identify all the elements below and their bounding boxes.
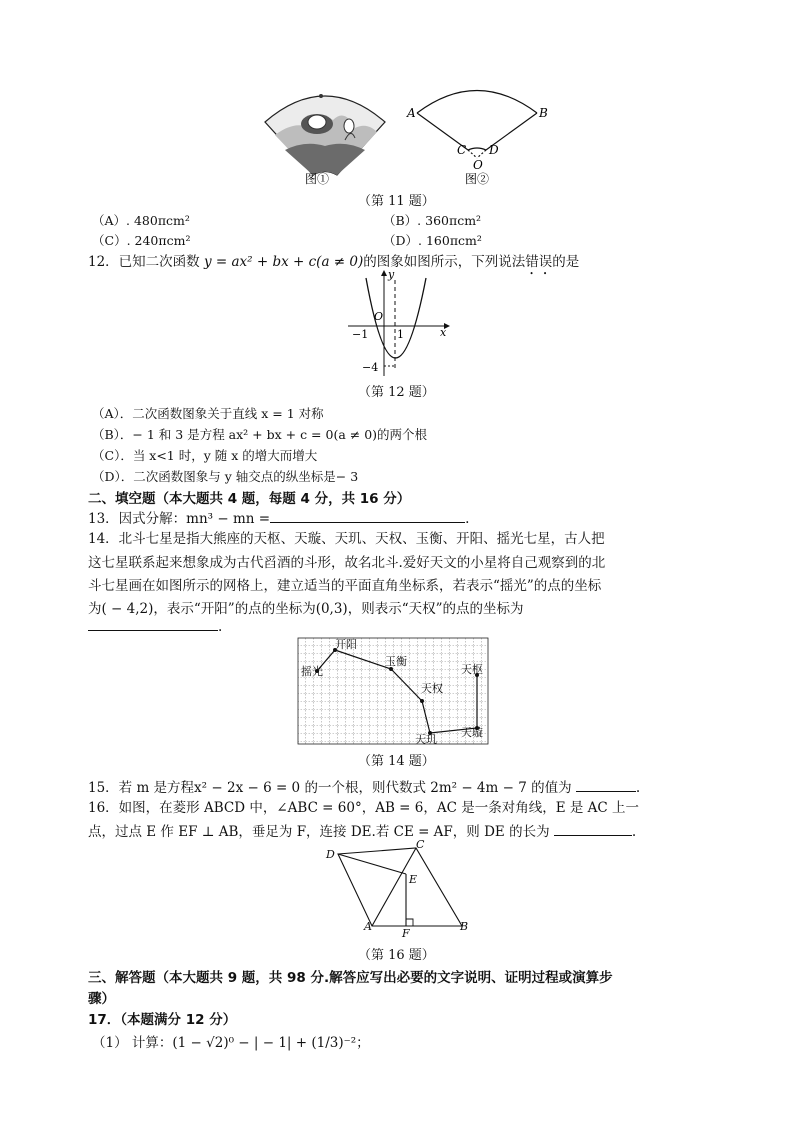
q14-line-1: 14．北斗七星是指大熊座的天枢、天璇、天玑、天权、玉衡、开阳、摇光七星，古人把: [88, 531, 605, 547]
sector-diagram: [417, 91, 537, 159]
q16-end: .: [631, 824, 637, 840]
q13-stem: 13．因式分解：mn³ − mn =: [88, 511, 271, 527]
point-D-label: D: [326, 848, 335, 861]
graph-y-label: y: [388, 268, 395, 281]
graph-neg-four-label: −4: [362, 361, 379, 374]
diagonal-ac: [372, 848, 416, 926]
q12-option-c: （C）．当 x<1 时，y 随 x 的增大而增大: [92, 448, 318, 463]
q16-line-1: 16．如图，在菱形 ABCD 中，∠ABC = 60°，AB = 6，AC 是一条对角线，E 是 AC 上一: [88, 800, 640, 816]
q11-option-b: （B）. 360πcm²: [383, 213, 482, 228]
q14-line-3: 斗七星画在如图所示的网格上，建立适当的平面直角坐标系，若表示“摇光”的点的坐标: [88, 578, 602, 594]
graph-origin-label: O: [374, 310, 384, 323]
point-A-label: A: [364, 920, 372, 933]
q15-end: .: [635, 780, 641, 796]
q14-line-2: 这七星联系起来想象成为古代舀酒的斗形，故名北斗.爱好天文的小星将自己观察到的北: [88, 555, 606, 571]
q12-stem: [88, 253, 579, 278]
q11-option-d: （D）. 160πcm²: [383, 233, 482, 248]
q12-option-a: （A）．二次函数图象关于直线 x = 1 对称: [92, 406, 324, 421]
q17-part-1-expression: (1 − √2)⁰ − | − 1| + (1/3)⁻²；: [172, 1035, 370, 1051]
point-C-label: C: [457, 143, 467, 157]
point-B-label: B: [539, 106, 548, 120]
figure-1-label: 图①: [305, 172, 330, 186]
q15-answer-blank[interactable]: [576, 777, 636, 792]
q13-answer-blank[interactable]: [270, 508, 465, 523]
figure-14-caption: （第 14 题）: [358, 754, 435, 769]
label-tianquan: 天权: [421, 682, 443, 695]
q12-option-d: （D）．二次函数图象与 y 轴交点的纵坐标是− 3: [92, 469, 359, 484]
q14-line-4: 为( − 4,2)，表示“开阳”的点的坐标为(0,3)，则表示“天权”的点的坐标为: [88, 601, 524, 617]
figure-11: [255, 80, 555, 190]
star-tianquan: [420, 699, 424, 703]
point-A-label: A: [407, 106, 416, 120]
q12-stem-end: 的是: [552, 254, 580, 270]
point-F-label: F: [402, 927, 410, 938]
label-tianshu: 天枢: [461, 663, 483, 676]
label-kaiyang: 开阳: [335, 638, 357, 651]
q14-line-5: [88, 616, 222, 636]
q15-text: [88, 777, 640, 797]
point-C-label: C: [416, 838, 425, 851]
q15-stem: 15．若 m 是方程x² − 2x − 6 = 0 的一个根，则代数式 2m² − 4m − 7 的值为: [88, 780, 572, 796]
q12-option-b: （B）．− 1 和 3 是方程 ax² + bx + c = 0(a ≠ 0)的两个根: [92, 427, 428, 442]
q12-stem-emphasis: 错误: [525, 254, 553, 270]
big-dipper-grid: [297, 637, 489, 747]
label-tianxuan: 天璇: [461, 726, 483, 739]
q12-parabola-graph: [340, 268, 450, 380]
q17-header: 17．（本题满分 12 分）: [88, 1012, 237, 1028]
q14-answer-blank[interactable]: [88, 616, 218, 631]
figure-16-caption: （第 16 题）: [358, 948, 435, 963]
segment-de: [338, 854, 406, 874]
figure-12-caption: （第 12 题）: [358, 385, 435, 400]
fan-painting-image: [265, 94, 385, 175]
section-3-heading-line-1: 三、解答题（本大题共 9 题，共 98 分.解答应写出必要的文字说明、证明过程或演算步: [88, 970, 613, 986]
graph-one-label: 1: [397, 328, 404, 341]
section-3-heading-line-2: 骤）: [88, 991, 115, 1007]
point-O-label: O: [473, 158, 483, 172]
figure-2-label: 图②: [465, 172, 490, 186]
label-tianji: 天玑: [415, 733, 437, 746]
q16-answer-blank[interactable]: [554, 821, 632, 836]
q11-option-a: （A）. 480πcm²: [92, 213, 190, 228]
q17-part-1-label: （1） 计算：: [92, 1035, 173, 1051]
label-yuheng: 玉衡: [385, 655, 407, 668]
graph-x-label: x: [440, 326, 447, 339]
grid-background: [298, 638, 488, 744]
point-B-label: B: [460, 920, 469, 933]
q16-line-2-text: 点，过点 E 作 EF ⊥ AB，垂足为 F，连接 DE.若 CE = AF，则 DE 的长为: [88, 824, 550, 840]
q13-text: 13．因式分解：mn³ − mn = .: [88, 508, 469, 528]
q12-stem-start: 12．已知二次函数: [88, 254, 204, 270]
point-D-label: D: [489, 143, 499, 157]
q11-option-c: （C）. 240πcm²: [92, 233, 191, 248]
point-E-label: E: [409, 873, 418, 886]
graph-neg-one-label: −1: [352, 328, 369, 341]
rhombus-figure: [320, 838, 480, 938]
figure-11-caption: （第 11 题）: [358, 194, 435, 209]
q12-stem-mid: 的图象如图所示，下列说法: [363, 254, 526, 270]
label-yaoguang: 摇光: [301, 665, 323, 678]
q17-part-1: [92, 1034, 370, 1052]
section-2-heading: 二、填空题（本大题共 4 题，每题 4 分，共 16 分）: [88, 491, 411, 507]
q12-formula: y = ax² + bx + c(a ≠ 0): [203, 254, 364, 270]
q14-end: .: [218, 619, 223, 635]
